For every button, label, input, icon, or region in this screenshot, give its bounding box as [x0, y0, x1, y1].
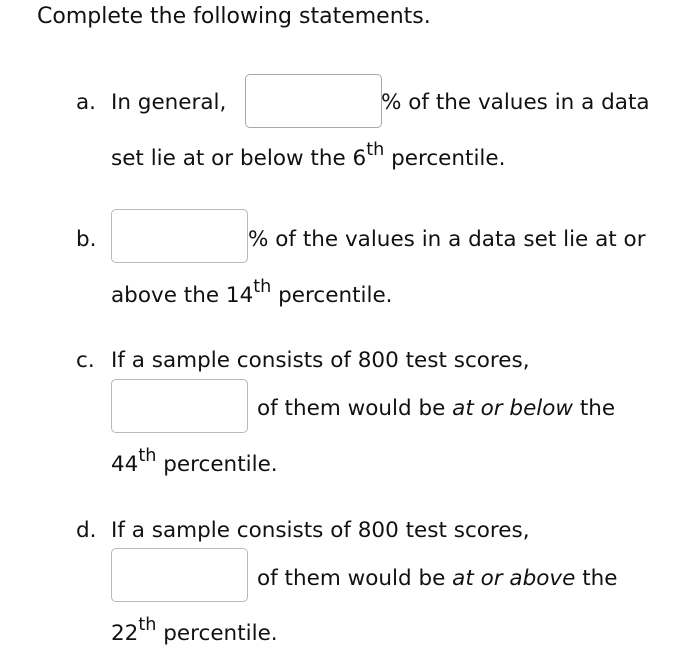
ordinal-a-suffix: th	[366, 140, 385, 161]
answer-input-a[interactable]	[245, 74, 382, 128]
statement-c-line1: If a sample consists of 800 test scores,	[111, 348, 530, 373]
ordinal-b-suffix: th	[253, 277, 272, 298]
item-marker-d: d.	[76, 518, 97, 543]
statement-c-line2-text: of them would be	[257, 396, 453, 421]
statement-c-line2-end: the	[573, 396, 616, 421]
statement-a-line2	[111, 140, 506, 171]
statement-c-line2	[257, 398, 615, 420]
ordinal-d-suffix: th	[138, 615, 157, 636]
answer-input-d[interactable]	[111, 548, 248, 602]
statement-d-emphasis: at or above	[452, 566, 576, 591]
statement-c-emphasis: at or below	[452, 396, 574, 421]
statement-a-line2-end: percentile.	[384, 146, 506, 171]
statement-c-line3	[111, 446, 278, 477]
instructions-heading: Complete the following statements.	[37, 4, 431, 29]
item-marker-a: a.	[76, 90, 97, 115]
statement-b-continuation: % of the values in a data set lie at or	[248, 227, 646, 252]
statement-d-line1: If a sample consists of 800 test scores,	[111, 518, 530, 543]
ordinal-a-number: 6	[352, 146, 367, 171]
statement-b-line2-end: percentile.	[271, 283, 393, 308]
statement-d-line2-text: of them would be	[257, 566, 453, 591]
statement-b-line2	[111, 277, 393, 308]
ordinal-c-number: 44	[111, 452, 139, 477]
item-marker-b: b.	[76, 227, 97, 252]
statement-d-line2-end: the	[575, 566, 618, 591]
statement-c-line3-end: percentile.	[156, 452, 278, 477]
ordinal-c-suffix: th	[138, 446, 157, 467]
statement-d-line3	[111, 615, 278, 646]
item-marker-c: c.	[76, 348, 95, 373]
statement-a-continuation: % of the values in a data	[381, 90, 650, 115]
statement-b-line2-text: above the	[111, 283, 226, 308]
answer-input-c[interactable]	[111, 379, 248, 433]
statement-d-line3-end: percentile.	[156, 621, 278, 646]
ordinal-b-number: 14	[225, 283, 254, 308]
statement-a-intro: In general,	[111, 90, 227, 115]
statement-d-line2	[257, 568, 617, 590]
ordinal-d-number: 22	[111, 621, 139, 646]
answer-input-b[interactable]	[111, 209, 248, 263]
statement-a-line2-text: set lie at or below the	[111, 146, 353, 171]
